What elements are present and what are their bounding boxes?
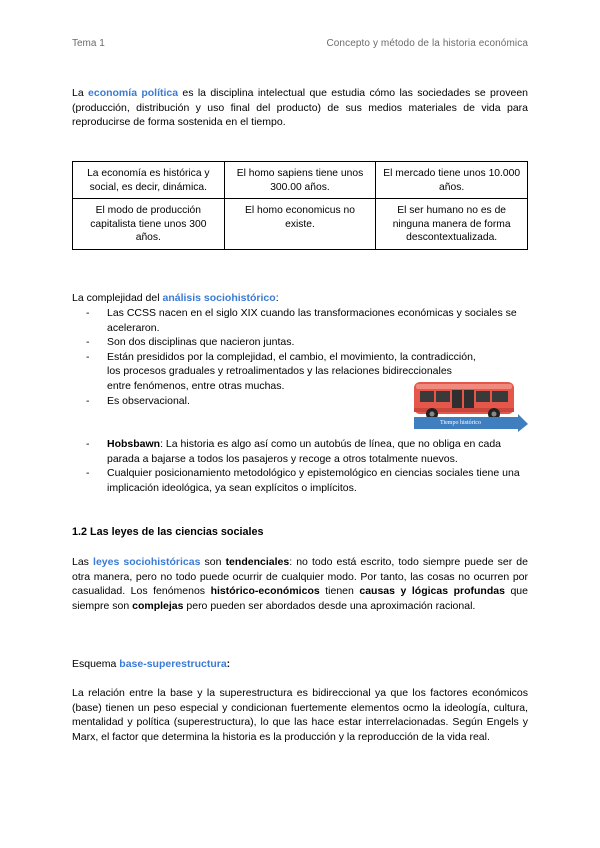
bus-caption: Tiempo histórico: [440, 420, 481, 426]
section-heading: 1.2 Las leyes de las ciencias sociales: [72, 526, 264, 538]
scheme-post: :: [226, 658, 231, 670]
list-item: - Son dos disciplinas que nacieron juntas.: [86, 335, 528, 350]
facts-table: [72, 161, 528, 250]
hobsbawn-quote: : La historia es algo así como un autobús de línea, que no obliga en cada parada a bajarse a todos los pasajeros y recoge a otros totalmente nuevos.: [107, 438, 502, 465]
table-cell: El ser humano no es de ninguna manera de forma descontextualizada.: [376, 199, 528, 250]
laws-paragraph: [72, 555, 528, 613]
scheme-intro: [72, 657, 528, 672]
laws-mid3: tienen: [319, 585, 360, 598]
intro-pre: La: [72, 87, 89, 99]
bus-illustration: [412, 380, 528, 432]
scheme-paragraph: La relación entre la base y la superestructura es bidireccional ya que los factores económicos (base) tienen un peso especial y condicionan fuertemente elementos ocmo la ideología, cultura, mentalidad y política (superestructura), lo que las hace estar interrelacionadas. Según Engels y Marx, el factor que determina la historia es la producción y la reproducción de la vida real.: [72, 687, 528, 743]
table-cell: El modo de producción capitalista tiene unos 300 años.: [73, 199, 225, 250]
page-header: [72, 38, 528, 52]
bold-causas: causas y lógicas profundas: [359, 585, 505, 598]
complexity-pre: La complejidad del: [72, 292, 163, 304]
table-row: [73, 162, 528, 199]
author-hobsbawn: Hobsbawn: [107, 438, 161, 450]
list-item: - Es observacional.: [86, 394, 528, 409]
table-cell: El homo sapiens tiene unos 300.00 años.: [224, 162, 376, 199]
complexity-intro: [72, 291, 528, 306]
term-leyes-sociohistoricas: leyes sociohistóricas: [93, 556, 201, 568]
laws-mid1: son: [200, 556, 226, 568]
intro-post: es la disciplina intelectual que estudia cómo las sociedades se proveen (producción, distribución y uso final del producto) de sus medios materiales de vida para reproducirse de forma sostenida en el tiempo.: [72, 87, 529, 129]
term-base-superestructura: base-superestructura: [119, 658, 227, 670]
term-economia-politica: economía política: [88, 87, 179, 99]
table-row: [73, 199, 528, 250]
table-cell: El homo economicus no existe.: [224, 199, 376, 250]
complexity-list-2: [86, 437, 528, 495]
laws-pre: Las: [72, 556, 94, 568]
header-topic: Tema 1: [72, 38, 105, 49]
term-analisis-sociohistorico: análisis sociohistórico: [162, 292, 276, 304]
scheme-pre: Esquema: [72, 658, 120, 670]
list-item: - Están presididos por la complejidad, el cambio, el movimiento, la contradicción, los procesos graduales y retroalimentados y las relaciones bidireccionales entre fenómenos, entre otras muchas.: [86, 350, 478, 394]
list-item: - Las CCSS nacen en el siglo XIX cuando las transformaciones económicas y sociales se aceleraron.: [86, 306, 528, 335]
list-item: [86, 437, 528, 466]
list-item: - Cualquier posicionamiento metodológico y epistemológico en ciencias sociales tiene una implicación ideológica, ya sean explícitos o implícitos.: [86, 466, 528, 495]
bold-historico-economicos: histórico-económicos: [210, 585, 320, 598]
laws-end: pero pueden ser abordados desde una aproximación racional.: [183, 599, 476, 612]
bold-complejas: complejas: [132, 599, 184, 612]
bold-tendenciales: tendenciales: [225, 556, 290, 568]
laws-mid2: : no todo está escrito, todo siempre puede ser de otra manera, pero no todo puede ocurrir de cualquier modo. Por tanto, las cosas no ocurren por casualidad. Los fenómenos: [72, 556, 528, 598]
complexity-post: :: [275, 292, 279, 304]
header-title: Concepto y método de la historia económica: [326, 38, 528, 49]
laws-mid4: que siempre son: [72, 585, 528, 612]
intro-paragraph: [72, 86, 528, 130]
table-cell: El mercado tiene unos 10.000 años.: [376, 162, 528, 199]
table-cell: La economía es histórica y social, es decir, dinámica.: [73, 162, 225, 199]
